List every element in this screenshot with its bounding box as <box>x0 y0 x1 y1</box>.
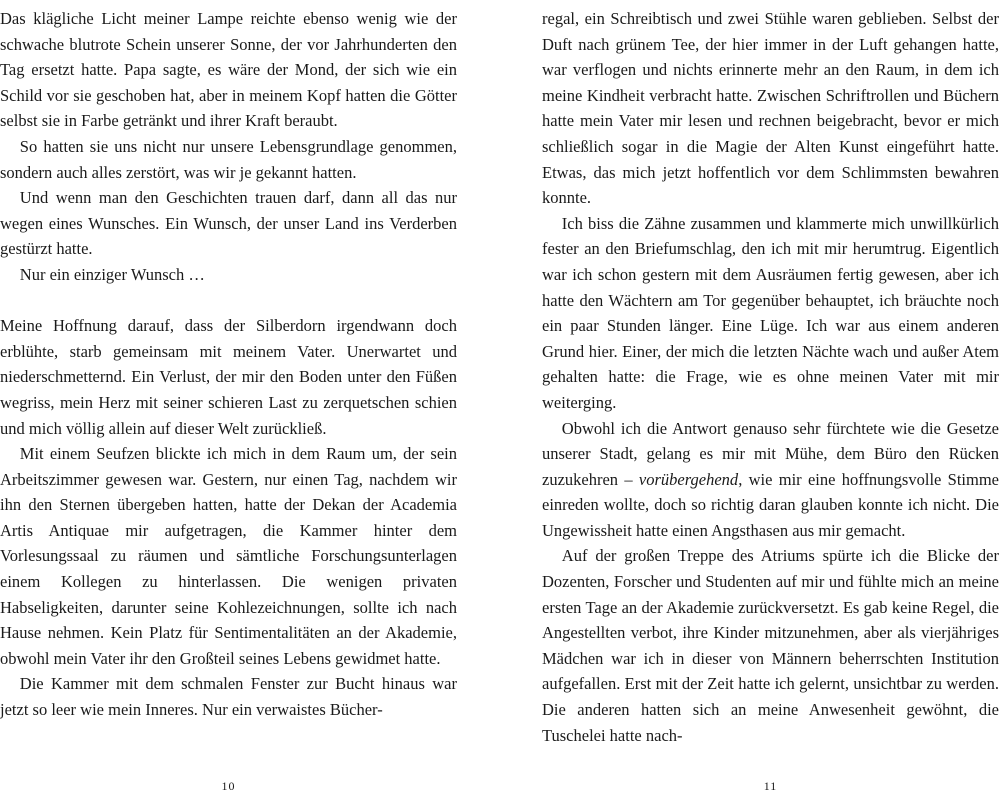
page-number: 10 <box>221 779 236 793</box>
emphasized-word: vorübergehend <box>638 469 739 489</box>
paragraph-section-start: Meine Hoffnung darauf, dass der Silberdorn irgendwann doch erblühte, starb gemeinsam mit meinem Vater. Unerwartet und niederschmetternd. Ein Verlust, der mir den Boden unter den Füßen wegriss, mein Herz mit seiner schieren Last zu zerquetschen schien und mich völlig allein auf dieser Welt zurückließ. <box>0 316 457 438</box>
paragraph: So hatten sie uns nicht nur unsere Lebensgrundlage genommen, sondern auch alles zerstört, was wir je gekannt hatten. <box>0 136 457 182</box>
paragraph: Ich biss die Zähne zusammen und klammerte mich unwillkürlich fester an den Briefumschlag, den ich mit mir herumtrug. Eigentlich war ich schon gestern mit dem Ausräumen fertig gewesen, aber ich hatte den Wächtern am Tor gegenüber behauptet, ich bräuchte noch ein paar Stunden länger. Eine Lüge. Ich war aus einem anderen Grund hier. Einer, der mich die letzten Nächte wach und außer Atem gehalten hatte: die Frage, wie es ohne meinen Vater mit mir weiterging. <box>542 213 999 412</box>
paragraph: Das klägliche Licht meiner Lampe reichte ebenso wenig wie der schwache blutrote Schein unserer Sonne, der vor Jahrhunderten den Tag ersetzt hatte. Papa sagte, es wäre der Mond, der sich wie ein Schild vor sie geschoben hat, aber in meinem Kopf hatten die Götter selbst sie in Farbe getränkt und ihrer Kraft beraubt. <box>0 9 457 131</box>
left-page <box>0 0 457 800</box>
right-page <box>542 0 999 800</box>
left-page-text <box>0 6 457 723</box>
paragraph: Mit einem Seufzen blickte ich mich in dem Raum um, der sein Arbeitszimmer gewesen war. Gestern, nur einen Tag, nachdem wir ihn den Sternen übergeben hatten, hatte der Dekan der Academia Artis Antiquae mir aufgetragen, die Kammer hinter dem Vorlesungssaal zu räumen und sämtliche Forschungsunterlagen einem Kollegen zu hinterlassen. Die wenigen privaten Habseligkeiten, darunter seine Kohlezeichnungen, sollte ich nach Hause nehmen. Kein Platz für Sentimentalitäten an der Akademie, obwohl mein Vater ihr den Großteil seines Lebens gewidmet hatte. <box>0 444 457 668</box>
paragraph <box>542 416 999 544</box>
paragraph-text: Obwohl ich die Antwort genauso sehr fürchtete wie die Gesetze unserer Stadt, gelang es mir mit Mühe, dem Büro den Rücken zuzukehren – <box>542 418 999 489</box>
paragraph-text: , wie mir eine hoffnungsvolle Stimme einreden wollte, doch so richtig daran glauben konnte ich nicht. Die Ungewissheit hatte einen Angsthasen aus mir gemacht. <box>542 469 999 540</box>
paragraph: Und wenn man den Geschichten trauen darf, dann all das nur wegen eines Wunsches. Ein Wunsch, der unser Land ins Verderben gestürzt hatte. <box>0 188 457 259</box>
page-number: 11 <box>763 779 778 793</box>
paragraph: Nur ein einziger Wunsch … <box>19 264 205 284</box>
right-page-text <box>542 6 999 748</box>
paragraph: regal, ein Schreibtisch und zwei Stühle waren geblieben. Selbst der Duft nach grünem Tee, der hier immer in der Luft gehangen hatte, war verflogen und nichts erinnerte mehr an den Raum, in dem ich meine Kindheit verbracht hatte. Zwischen Schriftrollen und Büchern hatte mein Vater mir lesen und rechnen beigebracht, bevor er mich schließlich sogar in die Magie der Alten Kunst eingeführt hatte. Etwas, das mich jetzt hoffentlich vor dem Schlimmsten bewahren konnte. <box>542 9 999 208</box>
paragraph: Die Kammer mit dem schmalen Fenster zur Bucht hinaus war jetzt so leer wie mein Inneres. Nur ein verwaistes Bücher- <box>0 674 457 720</box>
paragraph: Auf der großen Treppe des Atriums spürte ich die Blicke der Dozenten, Forscher und Studenten auf mir und fühlte mich an meine ersten Tage an der Akademie zurückversetzt. Es gab keine Regel, die Angestellten verbot, ihre Kinder mitzunehmen, aber als vierjähriges Mädchen war ich in dieser von Männern beherrschten Institution aufgefallen. Erst mit der Zeit hatte ich gelernt, unsichtbar zu werden. Die anderen hatten sich an meine Anwesenheit gewöhnt, die Tuschelei hatte nach- <box>542 546 999 745</box>
